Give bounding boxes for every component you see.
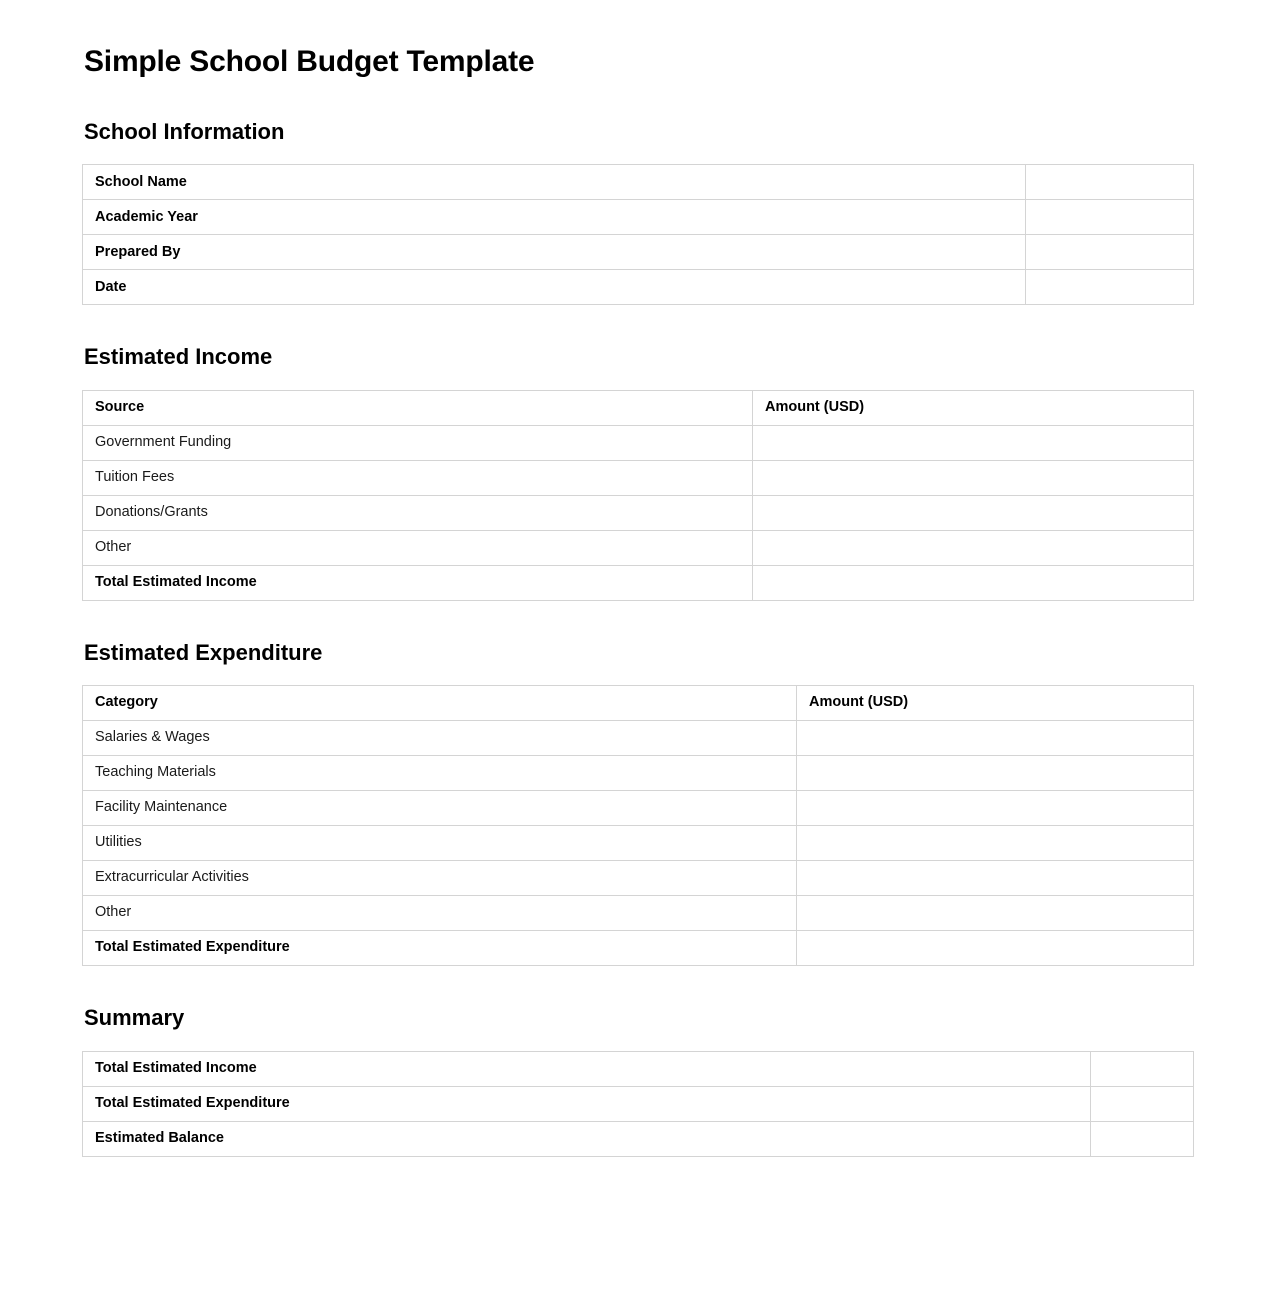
row-label-facility-maintenance: Facility Maintenance — [83, 791, 797, 826]
table-row — [83, 721, 1194, 756]
section-heading-summary: Summary — [84, 1005, 185, 1031]
column-header-source: Source — [83, 390, 753, 425]
table-row — [83, 1086, 1194, 1121]
section-heading-estimated-expenditure: Estimated Expenditure — [84, 639, 323, 665]
table-row — [83, 495, 1194, 530]
row-label-total-estimated-income: Total Estimated Income — [83, 565, 753, 600]
table-row — [83, 896, 1194, 931]
row-value-summary-total-expenditure[interactable] — [1091, 1086, 1194, 1121]
estimated-income-table — [82, 390, 1194, 601]
table-row — [83, 861, 1194, 896]
row-label-date: Date — [83, 270, 1026, 305]
column-header-amount: Amount (USD) — [797, 686, 1194, 721]
row-value-tuition-fees[interactable] — [753, 460, 1194, 495]
row-value-prepared-by[interactable] — [1026, 235, 1194, 270]
row-value-academic-year[interactable] — [1026, 200, 1194, 235]
row-value-estimated-balance[interactable] — [1091, 1121, 1194, 1156]
row-value-total-estimated-expenditure[interactable] — [797, 931, 1194, 966]
table-row — [83, 235, 1194, 270]
table-header-row — [83, 686, 1194, 721]
column-header-amount: Amount (USD) — [753, 390, 1194, 425]
table-row — [83, 460, 1194, 495]
row-label-salaries-wages: Salaries & Wages — [83, 721, 797, 756]
table-row — [83, 270, 1194, 305]
row-label-government-funding: Government Funding — [83, 425, 753, 460]
row-label-tuition-fees: Tuition Fees — [83, 460, 753, 495]
row-label-income-other: Other — [83, 530, 753, 565]
table-row — [83, 165, 1194, 200]
row-label-donations-grants: Donations/Grants — [83, 495, 753, 530]
row-value-salaries-wages[interactable] — [797, 721, 1194, 756]
row-label-utilities: Utilities — [83, 826, 797, 861]
table-row — [83, 1121, 1194, 1156]
row-label-school-name: School Name — [83, 165, 1026, 200]
page-title: Simple School Budget Template — [84, 45, 535, 78]
row-value-total-estimated-income[interactable] — [753, 565, 1194, 600]
estimated-expenditure-table — [82, 685, 1194, 966]
row-value-utilities[interactable] — [797, 826, 1194, 861]
section-heading-school-information: School Information — [84, 119, 285, 144]
row-value-expenditure-other[interactable] — [797, 896, 1194, 931]
row-label-estimated-balance: Estimated Balance — [83, 1121, 1091, 1156]
row-value-summary-total-income[interactable] — [1091, 1051, 1194, 1086]
row-label-teaching-materials: Teaching Materials — [83, 756, 797, 791]
row-label-academic-year: Academic Year — [83, 200, 1026, 235]
row-value-government-funding[interactable] — [753, 425, 1194, 460]
row-label-summary-total-expenditure: Total Estimated Expenditure — [83, 1086, 1091, 1121]
table-row — [83, 1051, 1194, 1086]
column-header-category: Category — [83, 686, 797, 721]
row-label-prepared-by: Prepared By — [83, 235, 1026, 270]
row-value-teaching-materials[interactable] — [797, 756, 1194, 791]
table-row — [83, 791, 1194, 826]
row-label-summary-total-income: Total Estimated Income — [83, 1051, 1091, 1086]
table-row — [83, 530, 1194, 565]
table-row — [83, 200, 1194, 235]
row-value-facility-maintenance[interactable] — [797, 791, 1194, 826]
school-information-table — [82, 164, 1194, 305]
row-value-extracurricular-activities[interactable] — [797, 861, 1194, 896]
table-header-row — [83, 390, 1194, 425]
table-row — [83, 425, 1194, 460]
table-total-row — [83, 931, 1194, 966]
row-label-expenditure-other: Other — [83, 896, 797, 931]
table-row — [83, 826, 1194, 861]
section-heading-estimated-income: Estimated Income — [84, 344, 273, 370]
table-row — [83, 756, 1194, 791]
row-label-total-estimated-expenditure: Total Estimated Expenditure — [83, 931, 797, 966]
row-label-extracurricular-activities: Extracurricular Activities — [83, 861, 797, 896]
row-value-income-other[interactable] — [753, 530, 1194, 565]
row-value-donations-grants[interactable] — [753, 495, 1194, 530]
row-value-school-name[interactable] — [1026, 165, 1194, 200]
row-value-date[interactable] — [1026, 270, 1194, 305]
table-total-row — [83, 565, 1194, 600]
summary-table — [82, 1051, 1194, 1157]
